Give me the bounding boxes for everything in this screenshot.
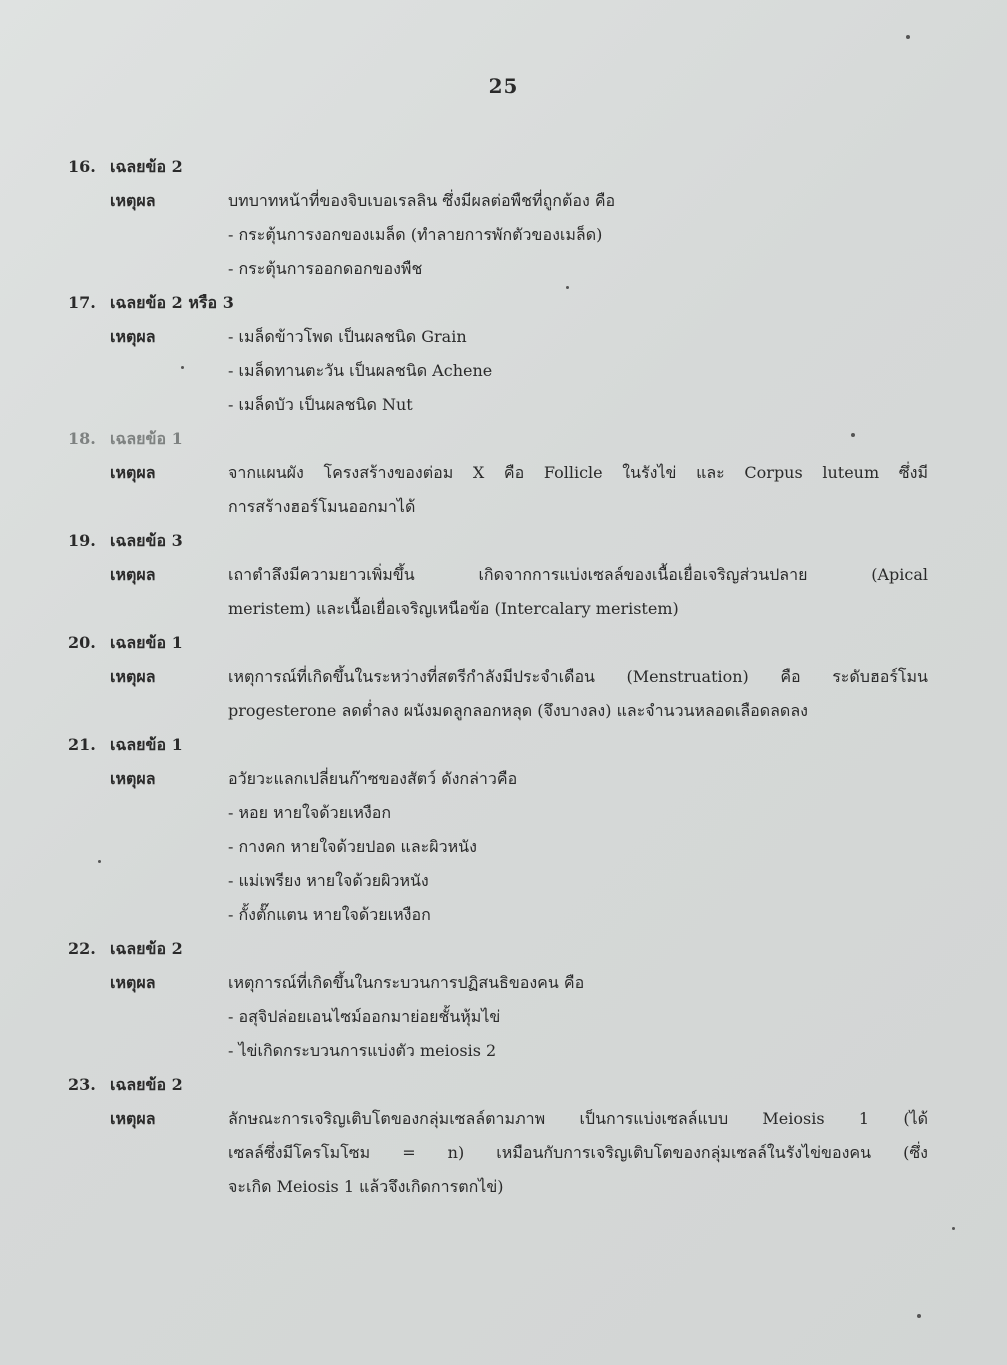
answer-choice: เฉลยข้อ 2 [110,157,183,176]
reason-label: เหตุผล [110,1109,156,1128]
answer-choice: เฉลยข้อ 3 [110,531,183,550]
item-number: 23. [68,1075,96,1094]
reason-label: เหตุผล [110,565,156,584]
reason-line: จะเกิด Meiosis 1 แล้วจึงเกิดการตกไข่) [228,1177,504,1196]
reason-label: เหตุผล [110,973,156,992]
reason-text [228,762,928,932]
item-number: 16. [68,157,96,176]
reason-text [228,966,928,1068]
scan-speck [906,35,910,39]
answer-item [68,150,928,286]
scan-speck [851,433,855,437]
answer-line [68,1068,928,1102]
answer-choice: เฉลยข้อ 2 [110,939,183,958]
answer-choice: เฉลยข้อ 2 [110,1075,183,1094]
reason-label: เหตุผล [110,463,156,482]
reason-line: - อสุจิปล่อยเอนไซม์ออกมาย่อยชั้นหุ้มไข่ [228,1007,501,1026]
item-number: 21. [68,735,96,754]
item-number: 17. [68,293,96,312]
reason-text [228,184,928,286]
reason-line: - กระตุ้นการงอกของเมล็ด (ทำลายการพักตัวของเมล็ด) [228,225,603,244]
scan-speck [917,1314,921,1318]
answer-line [68,524,928,558]
reason-text [228,320,928,422]
reason-line: - ไข่เกิดกระบวนการแบ่งตัว meiosis 2 [228,1041,497,1060]
answer-choice: เฉลยข้อ 2 หรือ 3 [110,293,234,312]
answer-item [68,286,928,422]
reason-line: การสร้างฮอร์โมนออกมาได้ [228,497,416,516]
reason-text [228,558,928,626]
reason-line: - กางคก หายใจด้วยปอด และผิวหนัง [228,837,477,856]
reason-line: - กระตุ้นการออกดอกของพืช [228,259,423,278]
reason-line: progesterone ลดต่ำลง ผนังมดลูกลอกหลุด (จึงบางลง) และจำนวนหลอดเลือดลดลง [228,701,808,720]
reason-text [228,1102,928,1204]
reason-block [68,762,928,932]
answer-line [68,422,928,456]
answer-item [68,626,928,728]
reason-line: - เมล็ดทานตะวัน เป็นผลชนิด Achene [228,361,493,380]
answer-line [68,932,928,966]
item-number: 20. [68,633,96,652]
reason-line: เหตุการณ์ที่เกิดขึ้นในกระบวนการปฏิสนธิของคน คือ [228,973,585,992]
reason-line: - แม่เพรียง หายใจด้วยผิวหนัง [228,871,429,890]
answer-choice: เฉลยข้อ 1 [110,429,183,448]
reason-text [228,456,928,524]
reason-line: ลักษณะการเจริญเติบโตของกลุ่มเซลล์ตามภาพ เป็นการแบ่งเซลล์แบบ Meiosis 1 (ได้ [228,1109,928,1128]
reason-line: บทบาทหน้าที่ของจิบเบอเรลลิน ซึ่งมีผลต่อพืชที่ถูกต้อง คือ [228,191,616,210]
reason-line: จากแผนผัง โครงสร้างของต่อม X คือ Follicle ในรังไข่ และ Corpus luteum ซึ่งมี [228,463,928,482]
reason-block [68,558,928,626]
answer-key-content [68,150,928,1204]
item-number: 19. [68,531,96,550]
reason-block [68,1102,928,1204]
reason-line: เถาตำลึงมีความยาวเพิ่มขึ้น เกิดจากการแบ่งเซลล์ของเนื้อเยื่อเจริญส่วนปลาย (Apical [228,565,928,584]
reason-block [68,456,928,524]
answer-choice: เฉลยข้อ 1 [110,633,183,652]
item-number: 18. [68,429,96,448]
reason-block [68,660,928,728]
answer-choice: เฉลยข้อ 1 [110,735,183,754]
scan-speck [98,860,101,863]
reason-line: เซลล์ซึ่งมีโครโมโซม = n) เหมือนกับการเจริญเติบโตของกลุ่มเซลล์ในรังไข่ของคน (ซึ่ง [228,1143,928,1162]
reason-line: - หอย หายใจด้วยเหงือก [228,803,392,822]
answer-item [68,932,928,1068]
scan-speck [181,366,184,369]
reason-line: เหตุการณ์ที่เกิดขึ้นในระหว่างที่สตรีกำลังมีประจำเดือน (Menstruation) คือ ระดับฮอร์โมน [228,667,928,686]
scan-speck [952,1227,955,1230]
answer-line [68,150,928,184]
reason-line: - เมล็ดบัว เป็นผลชนิด Nut [228,395,413,414]
reason-line: meristem) และเนื้อเยื่อเจริญเหนือข้อ (Intercalary meristem) [228,599,679,618]
reason-label: เหตุผล [110,327,156,346]
reason-text [228,660,928,728]
reason-line: อวัยวะแลกเปลี่ยนก๊าซของสัตว์ ดังกล่าวคือ [228,769,518,788]
reason-block [68,320,928,422]
page-number: 25 [488,74,519,98]
answer-line [68,728,928,762]
answer-line [68,286,928,320]
reason-block [68,184,928,286]
scan-speck [566,286,569,289]
reason-label: เหตุผล [110,667,156,686]
answer-item [68,422,928,524]
reason-label: เหตุผล [110,769,156,788]
reason-line: - กั้งตั๊กแตน หายใจด้วยเหงือก [228,905,431,924]
reason-block [68,966,928,1068]
answer-item [68,1068,928,1204]
reason-label: เหตุผล [110,191,156,210]
reason-line: - เมล็ดข้าวโพด เป็นผลชนิด Grain [228,327,467,346]
item-number: 22. [68,939,96,958]
answer-line [68,626,928,660]
answer-item [68,728,928,932]
answer-item [68,524,928,626]
